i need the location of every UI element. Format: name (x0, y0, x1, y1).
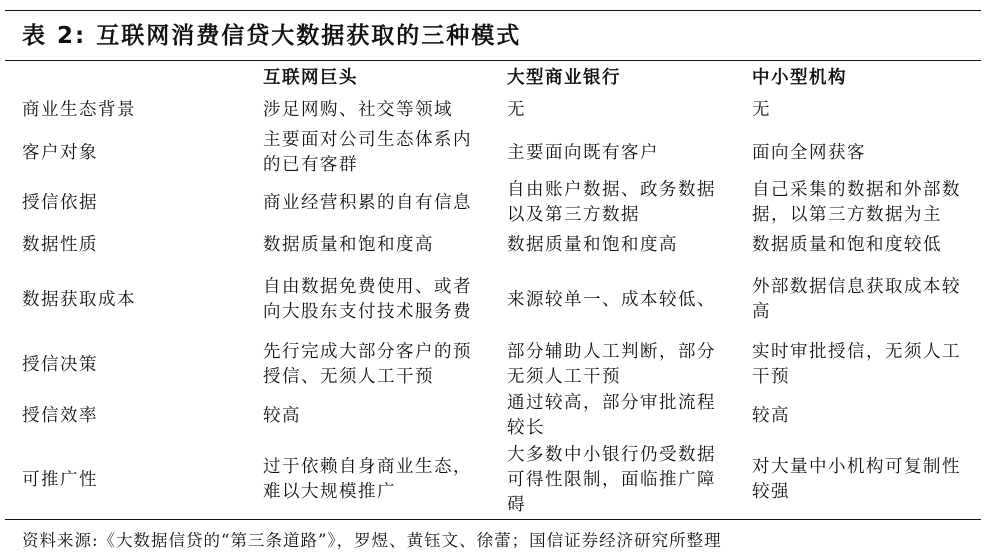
cell-small: 无 (752, 99, 771, 120)
table-row (0, 391, 992, 441)
cell-small: 对大量中小机构可复制性较强 (752, 457, 961, 502)
cell-internet: 商业经营积累的自有信息 (263, 192, 472, 213)
header-small-institutions: 中小型机构 (752, 68, 847, 88)
cell-bank: 部分辅助人工判断，部分无须人工干预 (507, 342, 716, 387)
cell-bank: 大多数中小银行仍受数据可得性限制，面临推广障碍 (507, 444, 716, 515)
table-row (0, 340, 992, 390)
cell-internet: 数据质量和饱和度高 (263, 234, 434, 255)
cell-bank: 通过较高，部分审批流程较长 (507, 393, 716, 438)
table-title: 表 2: 互联网消费信贷大数据获取的三种模式 (22, 23, 522, 49)
bottom-rule (5, 519, 981, 520)
source-note: 资料来源:《大数据信贷的“第三条道路”》，罗煜、黄钰文、徐蕾；国信证券经济研究所整理 (22, 531, 722, 550)
row-label: 数据性质 (22, 234, 98, 255)
top-rule (5, 10, 981, 11)
row-label: 客户对象 (22, 142, 98, 163)
cell-small: 面向全网获客 (752, 142, 866, 163)
cell-internet: 较高 (263, 405, 301, 426)
cell-bank: 来源较单一、成本较低、 (507, 289, 716, 310)
cell-internet: 涉足网购、社交等领域 (263, 99, 453, 120)
row-label: 数据获取成本 (22, 289, 136, 310)
cell-internet: 先行完成大部分客户的预授信、无须人工干预 (263, 342, 472, 387)
cell-bank: 数据质量和饱和度高 (507, 234, 678, 255)
cell-bank: 无 (507, 99, 526, 120)
table-row (0, 442, 992, 518)
row-label: 商业生态背景 (22, 99, 136, 120)
cell-bank: 主要面向既有客户 (507, 142, 659, 163)
row-label: 授信依据 (22, 192, 98, 213)
cell-internet: 过于依赖自身商业生态，难以大规模推广 (263, 457, 472, 502)
row-label: 可推广性 (22, 469, 98, 490)
table-row (0, 262, 992, 338)
cell-small: 实时审批授信，无须人工干预 (752, 342, 961, 387)
header-rule (5, 60, 981, 61)
cell-small: 数据质量和饱和度较低 (752, 234, 942, 255)
header-internet-giants: 互联网巨头 (263, 68, 358, 88)
table-row (0, 178, 992, 228)
cell-small: 较高 (752, 405, 790, 426)
header-large-banks: 大型商业银行 (507, 68, 621, 88)
cell-bank: 自由账户数据、政务数据以及第三方数据 (507, 180, 716, 225)
cell-internet: 自由数据免费使用、或者向大股东支付技术服务费 (263, 277, 472, 322)
cell-internet: 主要面对公司生态体系内的已有客群 (263, 130, 472, 175)
table-row (0, 231, 992, 259)
cell-small: 外部数据信息获取成本较高 (752, 277, 961, 322)
table-row (0, 96, 992, 124)
row-label: 授信效率 (22, 405, 98, 426)
table-row (0, 128, 992, 178)
row-label: 授信决策 (22, 354, 98, 375)
cell-small: 自己采集的数据和外部数据，以第三方数据为主 (752, 180, 961, 225)
